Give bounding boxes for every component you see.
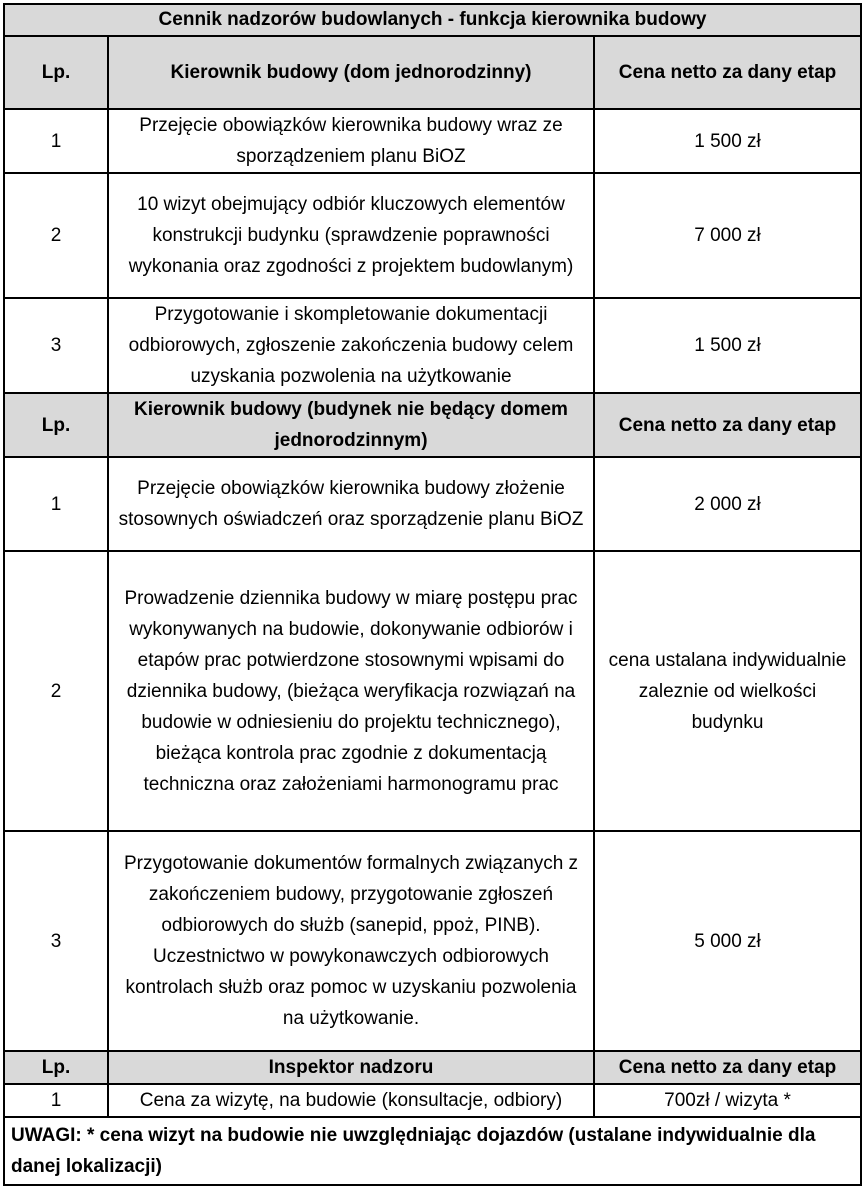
price-table [3,3,862,1186]
row-price: 5 000 zł [594,831,861,1051]
table-row [4,298,861,393]
row-description: Cena za wizytę, na budowie (konsultacje, odbiory) [108,1084,594,1117]
table-title: Cennik nadzorów budowlanych - funkcja kierownika budowy [4,4,861,36]
row-lp: 1 [4,1084,108,1117]
row-lp: 1 [4,109,108,173]
row-description: Przejęcie obowiązków kierownika budowy złożenie stosownych oświadczeń oraz sporządzenie planu BiOZ [108,457,594,551]
lp-header: Lp. [4,1051,108,1084]
row-description: Przejęcie obowiązków kierownika budowy wraz ze sporządzeniem planu BiOZ [108,109,594,173]
section3-header-row [4,1051,861,1084]
row-lp: 1 [4,457,108,551]
row-price: cena ustalana indywidualnie zaleznie od wielkości budynku [594,551,861,831]
title-row [4,4,861,36]
section1-header-row [4,36,861,109]
table-row [4,173,861,298]
section2-name-header: Kierownik budowy (budynek nie będący domem jednorodzinnym) [108,393,594,457]
table-row [4,109,861,173]
price-list [3,3,860,1186]
table-row [4,831,861,1051]
row-description: Przygotowanie dokumentów formalnych związanych z zakończeniem budowy, przygotowanie zgłoszeń odbiorowych do służb (sanepid, ppoż, PINB). Uczestnictwo w powykonawczych odbiorowych kontrolach służb oraz pomoc w uzyskaniu pozwolenia na użytkowanie. [108,831,594,1051]
row-price: 7 000 zł [594,173,861,298]
row-lp: 2 [4,173,108,298]
row-description: Prowadzenie dziennika budowy w miarę postępu prac wykonywanych na budowie, dokonywanie odbiorów i etapów prac potwierdzone stosownymi wpisami do dziennika budowy, (bieżąca weryfikacja rozwiązań na budowie w odniesieniu do projektu technicznego), bieżąca kontrola prac zgodnie z dokumentacją techniczna oraz założeniami harmonogramu prac [108,551,594,831]
row-lp: 2 [4,551,108,831]
section2-header-row [4,393,861,457]
price-header: Cena netto za dany etap [594,393,861,457]
row-description: Przygotowanie i skompletowanie dokumentacji odbiorowych, zgłoszenie zakończenia budowy celem uzyskania pozwolenia na użytkowanie [108,298,594,393]
note-row [4,1117,861,1185]
row-price: 1 500 zł [594,298,861,393]
table-row [4,457,861,551]
row-price: 700zł / wizyta * [594,1084,861,1117]
price-header: Cena netto za dany etap [594,1051,861,1084]
lp-header: Lp. [4,393,108,457]
table-row [4,1084,861,1117]
row-lp: 3 [4,831,108,1051]
row-price: 1 500 zł [594,109,861,173]
row-price: 2 000 zł [594,457,861,551]
table-row [4,551,861,831]
remarks-note: UWAGI: * cena wizyt na budowie nie uwzględniając dojazdów (ustalane indywidualnie dla danej lokalizacji) [4,1117,861,1185]
section1-name-header: Kierownik budowy (dom jednorodzinny) [108,36,594,109]
price-header: Cena netto za dany etap [594,36,861,109]
row-description: 10 wizyt obejmujący odbiór kluczowych elementów konstrukcji budynku (sprawdzenie poprawności wykonania oraz zgodności z projektem budowlanym) [108,173,594,298]
lp-header: Lp. [4,36,108,109]
row-lp: 3 [4,298,108,393]
section3-name-header: Inspektor nadzoru [108,1051,594,1084]
